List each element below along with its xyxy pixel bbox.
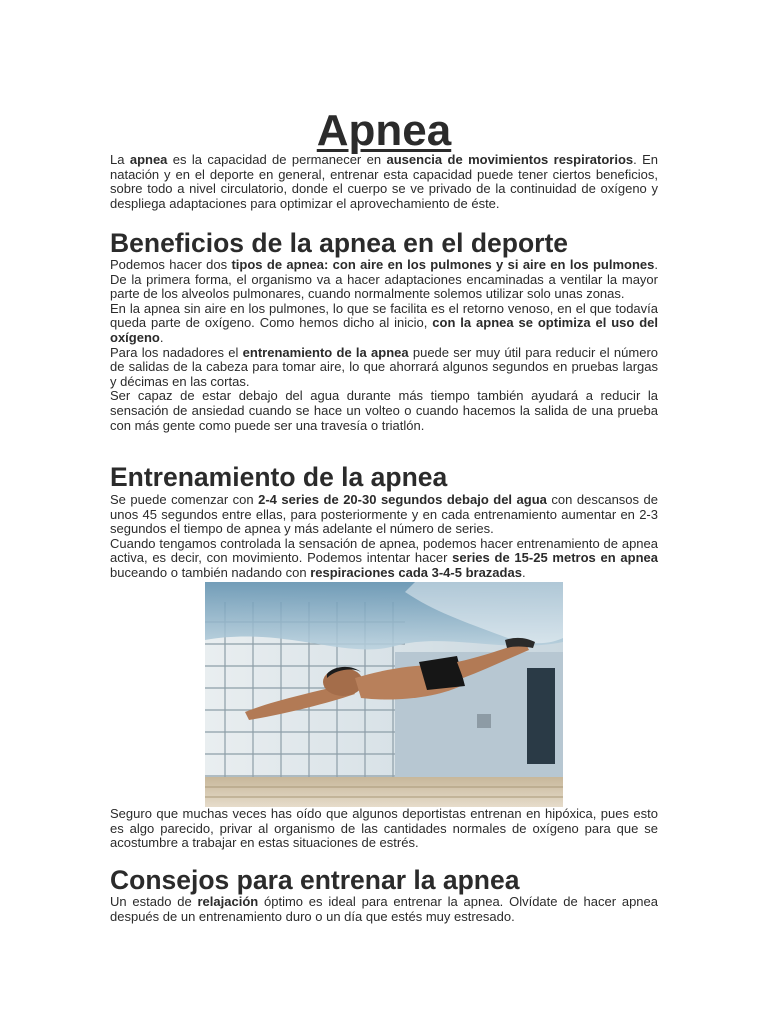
- paragraph: En la apnea sin aire en los pulmones, lo que se facilita es el retorno venoso, en el que todavía queda parte de oxígeno. Como hemos dicho al inicio, con la apnea se optimiza el uso del oxígeno.: [110, 300, 659, 345]
- underwater-swimmer-photo: [205, 582, 563, 807]
- paragraph: Para los nadadores el entrenamiento de la apnea puede ser muy útil para reducir el número de salidas de la cabeza para tomar aire, lo que ahorrará algunos segundos en pruebas largas y décimas en las cortas.: [110, 344, 659, 389]
- paragraph: Se puede comenzar con 2-4 series de 20-30 segundos debajo del agua con descansos de unos 45 segundos entre ellas, para posteriormente y en cada entrenamiento aumentar en 2-3 segundos el tiempo de apnea y más adelante el número de series.: [110, 492, 659, 537]
- intro-paragraph: La apnea es la capacidad de permanecer en ausencia de movimientos respiratorios. En natación y en el deporte en general, entrenar esta capacidad puede tener ciertos beneficios, sobre todo a nivel circulatorio, donde el cuerpo se ve privado de la continuidad de oxígeno y despliega adaptaciones para optimizar el aprovechamiento de éste.: [110, 152, 659, 211]
- section-body-entrenamiento: [110, 493, 658, 581]
- section-body-consejos: [110, 895, 658, 924]
- section-heading-consejos: Consejos para entrenar la apnea: [110, 865, 520, 895]
- section-body-entrenamiento-cont: [110, 807, 658, 851]
- paragraph: Ser capaz de estar debajo del agua durante más tiempo también ayudará a reducir la sensación de ansiedad cuando se hace un volteo o cuando hacemos la salida de una prueba con más gente como puede ser una travesía o triatlón.: [110, 388, 658, 433]
- section-heading-beneficios: Beneficios de la apnea en el deporte: [110, 228, 569, 258]
- paragraph: Podemos hacer dos tipos de apnea: con aire en los pulmones y si aire en los pulmones. De la primera forma, el organismo va a hacer adaptaciones encaminadas a ventilar la mayor parte de los alveolos pulmonares, cuando normalmente solemos utilizar solo unas zonas.: [110, 257, 658, 302]
- paragraph: Cuando tengamos controlada la sensación de apnea, podemos hacer entrenamiento de apnea activa, es decir, con movimiento. Podemos intentar hacer series de 15-25 metros en apnea buceando o también nadando con respiraciones cada 3-4-5 brazadas.: [110, 535, 658, 580]
- section-heading-entrenamiento: Entrenamiento de la apnea: [110, 462, 448, 492]
- paragraph: Un estado de relajación óptimo es ideal para entrenar la apnea. Olvídate de hacer apnea después de un entrenamiento duro o un día que estés muy estresado.: [110, 894, 658, 924]
- paragraph: Seguro que muchas veces has oído que algunos deportistas entrenan en hipóxica, pues esto es algo parecido, privar al organismo de las cantidades normales de oxígeno para que se acostumbre a trabajar en estas situaciones de estrés.: [110, 806, 658, 851]
- page-title: Apnea: [316, 106, 452, 155]
- section-body-beneficios: [110, 258, 658, 433]
